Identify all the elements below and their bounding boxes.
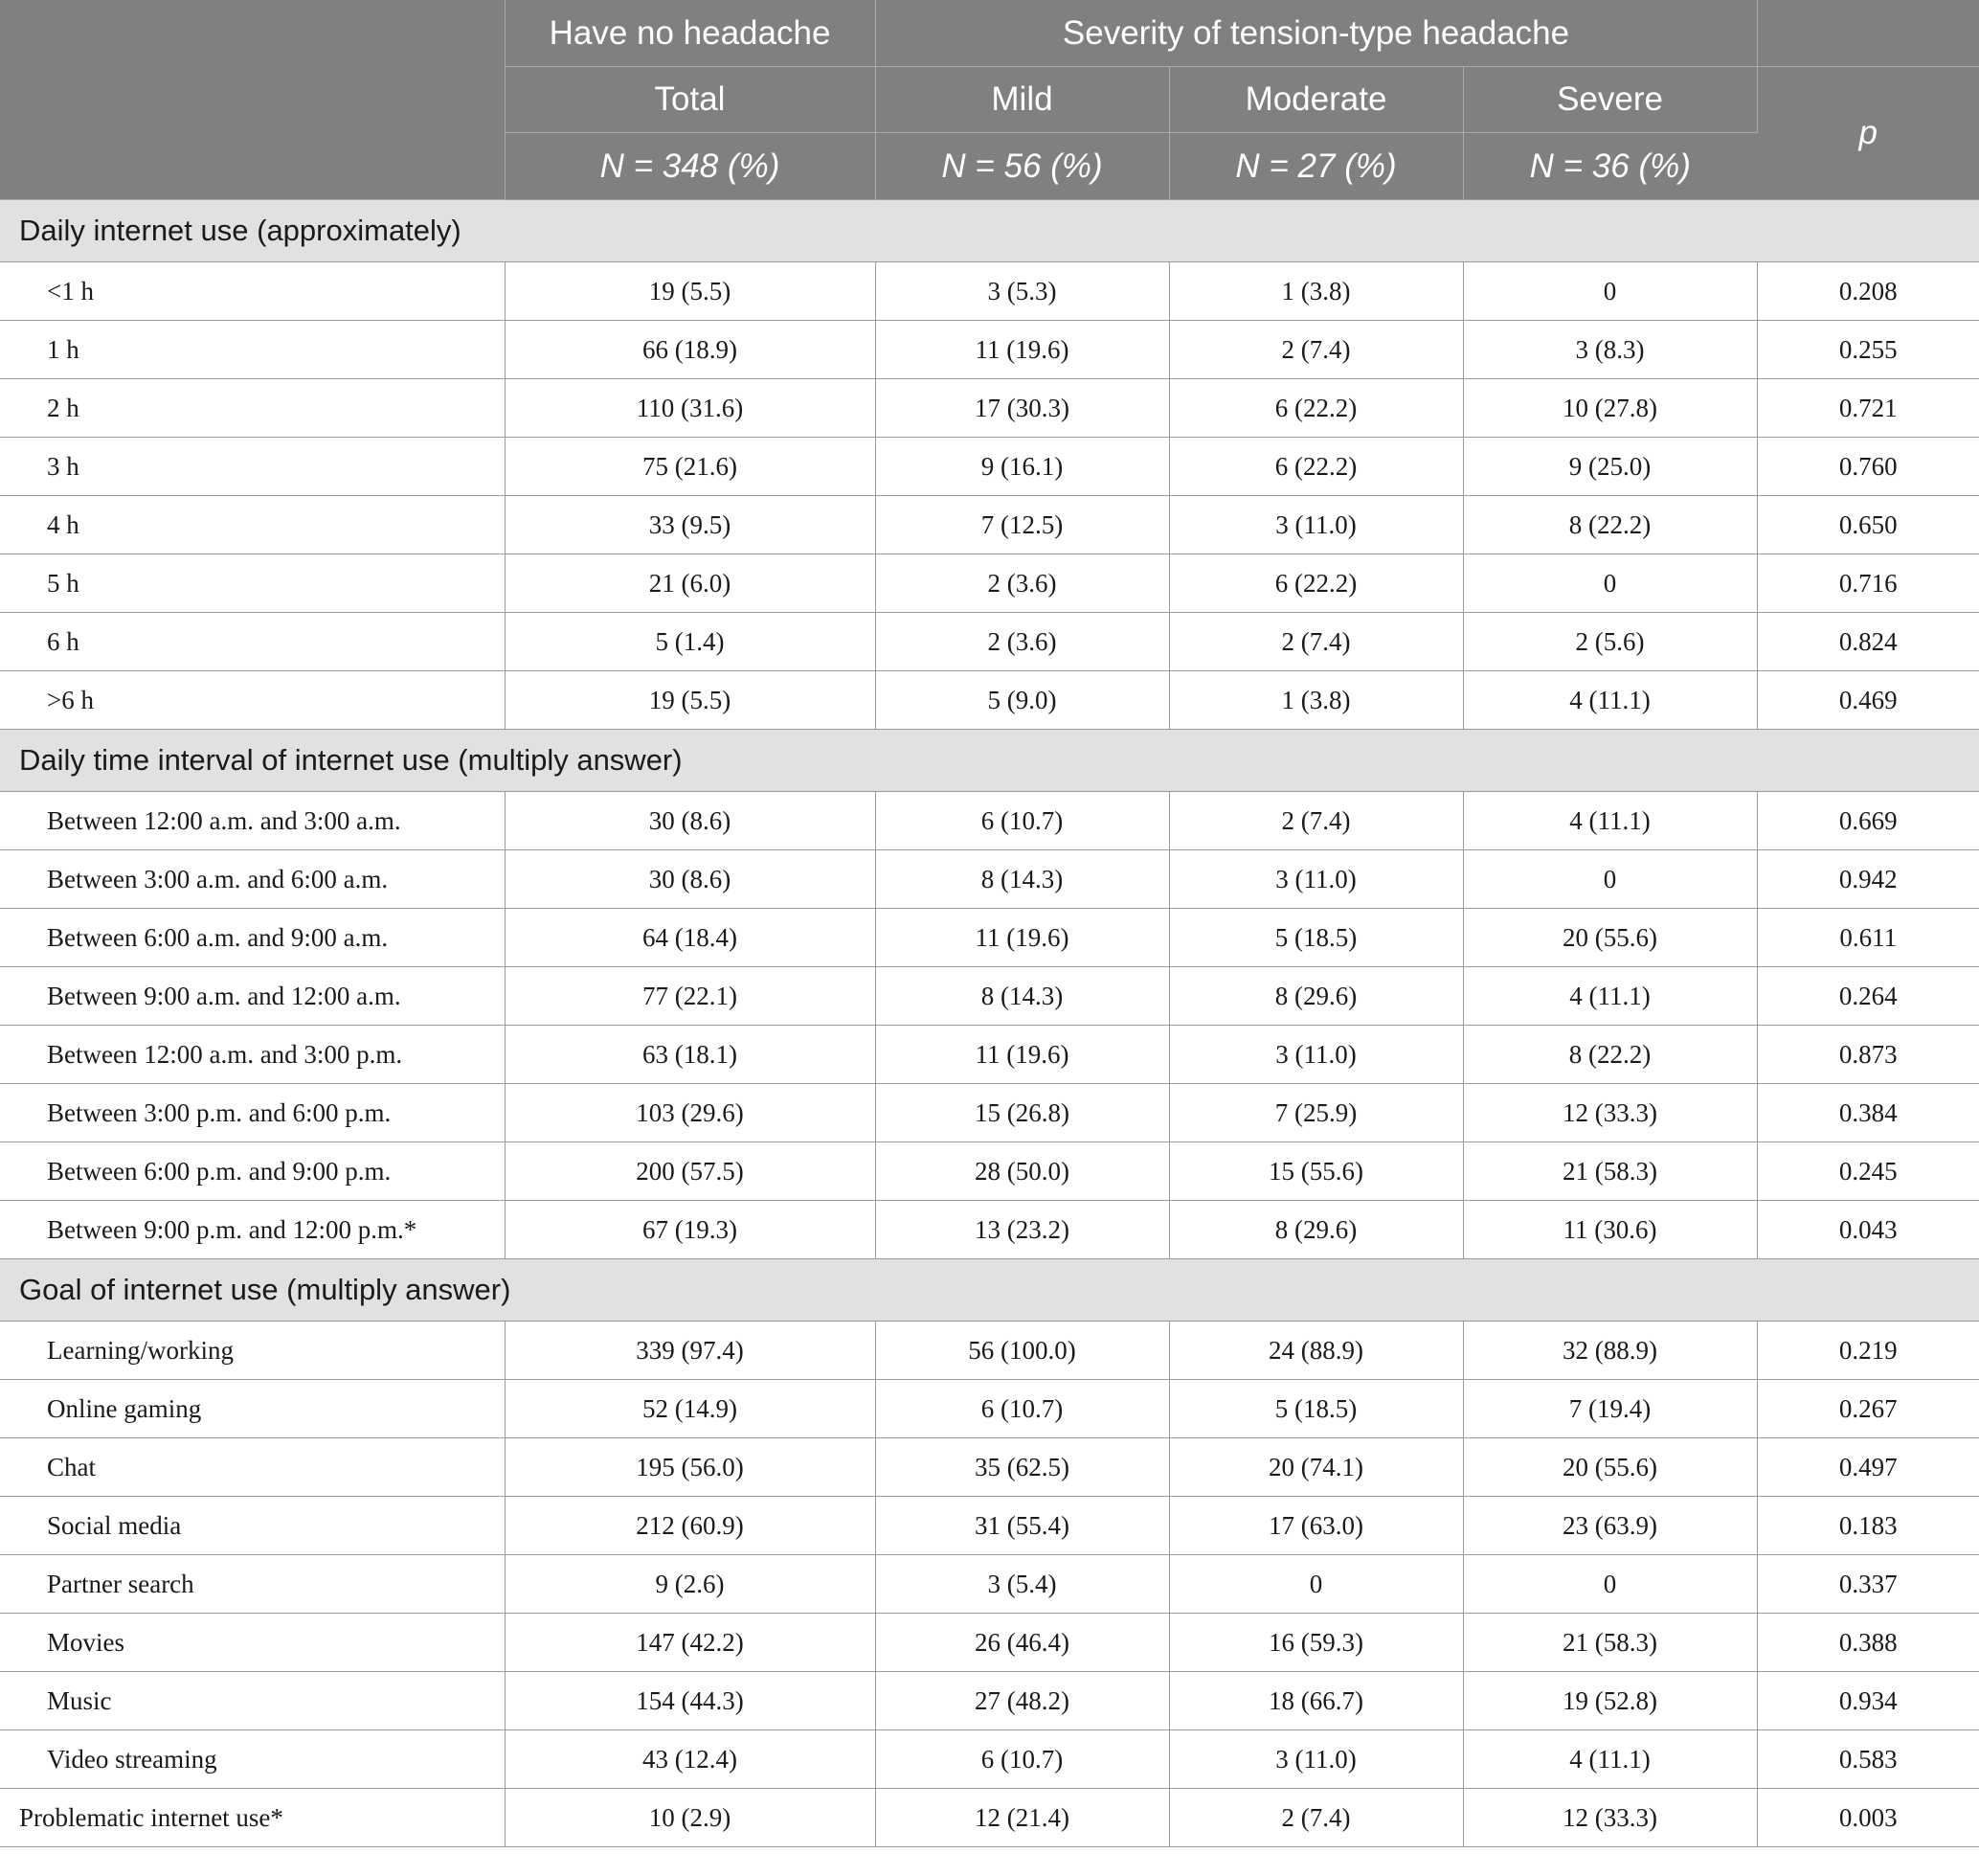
cell-total: 110 (31.6) xyxy=(505,379,875,438)
cell-label: Problematic internet use* xyxy=(0,1789,505,1847)
cell-total: 21 (6.0) xyxy=(505,554,875,613)
cell-mild: 11 (19.6) xyxy=(875,1026,1169,1084)
table-row xyxy=(0,1380,1979,1438)
cell-label: Between 9:00 p.m. and 12:00 p.m.* xyxy=(0,1201,505,1259)
cell-mild: 6 (10.7) xyxy=(875,1730,1169,1789)
cell-moderate: 18 (66.7) xyxy=(1169,1672,1463,1730)
table-row xyxy=(0,1026,1979,1084)
cell-severe: 7 (19.4) xyxy=(1463,1380,1757,1438)
cell-moderate: 17 (63.0) xyxy=(1169,1497,1463,1555)
cell-p: 0.942 xyxy=(1757,850,1979,909)
table-body xyxy=(0,200,1979,1847)
cell-label: Partner search xyxy=(0,1555,505,1614)
cell-p: 0.824 xyxy=(1757,613,1979,671)
cell-label: 6 h xyxy=(0,613,505,671)
cell-mild: 26 (46.4) xyxy=(875,1614,1169,1672)
cell-moderate: 2 (7.4) xyxy=(1169,321,1463,379)
cell-p: 0.669 xyxy=(1757,792,1979,850)
cell-mild: 2 (3.6) xyxy=(875,554,1169,613)
cell-label: >6 h xyxy=(0,671,505,730)
cell-p: 0.043 xyxy=(1757,1201,1979,1259)
cell-label: 5 h xyxy=(0,554,505,613)
cell-moderate: 8 (29.6) xyxy=(1169,1201,1463,1259)
cell-total: 66 (18.9) xyxy=(505,321,875,379)
cell-total: 33 (9.5) xyxy=(505,496,875,554)
table-row xyxy=(0,1555,1979,1614)
cell-moderate: 24 (88.9) xyxy=(1169,1322,1463,1380)
cell-p: 0.873 xyxy=(1757,1026,1979,1084)
cell-total: 30 (8.6) xyxy=(505,850,875,909)
cell-label: Chat xyxy=(0,1438,505,1497)
table-row xyxy=(0,1730,1979,1789)
header-tth-severity: Severity of tension-type headache xyxy=(875,0,1757,67)
cell-total: 64 (18.4) xyxy=(505,909,875,967)
cell-severe: 19 (52.8) xyxy=(1463,1672,1757,1730)
cell-total: 154 (44.3) xyxy=(505,1672,875,1730)
cell-moderate: 3 (11.0) xyxy=(1169,496,1463,554)
table-row xyxy=(0,1201,1979,1259)
cell-severe: 4 (11.1) xyxy=(1463,671,1757,730)
cell-mild: 7 (12.5) xyxy=(875,496,1169,554)
table-row xyxy=(0,1084,1979,1142)
cell-total: 10 (2.9) xyxy=(505,1789,875,1847)
cell-moderate: 3 (11.0) xyxy=(1169,850,1463,909)
header-mild: Mild xyxy=(875,67,1169,133)
table-row xyxy=(0,613,1979,671)
cell-label: Social media xyxy=(0,1497,505,1555)
cell-total: 19 (5.5) xyxy=(505,671,875,730)
cell-total: 147 (42.2) xyxy=(505,1614,875,1672)
cell-moderate: 3 (11.0) xyxy=(1169,1730,1463,1789)
section-header-row xyxy=(0,1259,1979,1322)
cell-total: 212 (60.9) xyxy=(505,1497,875,1555)
cell-label: Between 9:00 a.m. and 12:00 a.m. xyxy=(0,967,505,1026)
cell-severe: 11 (30.6) xyxy=(1463,1201,1757,1259)
cell-severe: 12 (33.3) xyxy=(1463,1084,1757,1142)
cell-p: 0.245 xyxy=(1757,1142,1979,1201)
header-total: Total xyxy=(505,67,875,133)
cell-p: 0.003 xyxy=(1757,1789,1979,1847)
cell-p: 0.219 xyxy=(1757,1322,1979,1380)
table-row xyxy=(0,1142,1979,1201)
header-p: p xyxy=(1757,67,1979,200)
header-n-severe: N = 36 (%) xyxy=(1463,133,1757,200)
cell-label: Movies xyxy=(0,1614,505,1672)
cell-total: 75 (21.6) xyxy=(505,438,875,496)
cell-label: Online gaming xyxy=(0,1380,505,1438)
table-row xyxy=(0,1614,1979,1672)
cell-p: 0.650 xyxy=(1757,496,1979,554)
cell-label: Between 6:00 a.m. and 9:00 a.m. xyxy=(0,909,505,967)
cell-severe: 20 (55.6) xyxy=(1463,1438,1757,1497)
cell-total: 30 (8.6) xyxy=(505,792,875,850)
cell-moderate: 20 (74.1) xyxy=(1169,1438,1463,1497)
cell-severe: 0 xyxy=(1463,1555,1757,1614)
cell-total: 5 (1.4) xyxy=(505,613,875,671)
cell-severe: 9 (25.0) xyxy=(1463,438,1757,496)
cell-p: 0.716 xyxy=(1757,554,1979,613)
cell-label: Learning/working xyxy=(0,1322,505,1380)
cell-mild: 6 (10.7) xyxy=(875,1380,1169,1438)
cell-total: 103 (29.6) xyxy=(505,1084,875,1142)
cell-total: 195 (56.0) xyxy=(505,1438,875,1497)
cell-mild: 2 (3.6) xyxy=(875,613,1169,671)
table-row xyxy=(0,671,1979,730)
cell-severe: 23 (63.9) xyxy=(1463,1497,1757,1555)
cell-moderate: 16 (59.3) xyxy=(1169,1614,1463,1672)
cell-label: Between 12:00 a.m. and 3:00 a.m. xyxy=(0,792,505,850)
table-row xyxy=(0,438,1979,496)
cell-moderate: 1 (3.8) xyxy=(1169,671,1463,730)
cell-total: 67 (19.3) xyxy=(505,1201,875,1259)
cell-total: 19 (5.5) xyxy=(505,262,875,321)
cell-mild: 35 (62.5) xyxy=(875,1438,1169,1497)
table-row xyxy=(0,262,1979,321)
cell-severe: 20 (55.6) xyxy=(1463,909,1757,967)
table-row xyxy=(0,850,1979,909)
table-row xyxy=(0,321,1979,379)
cell-p: 0.934 xyxy=(1757,1672,1979,1730)
header-n-total: N = 348 (%) xyxy=(505,133,875,200)
cell-label: 2 h xyxy=(0,379,505,438)
cell-mild: 56 (100.0) xyxy=(875,1322,1169,1380)
cell-mild: 11 (19.6) xyxy=(875,321,1169,379)
cell-mild: 3 (5.4) xyxy=(875,1555,1169,1614)
cell-label: Between 3:00 p.m. and 6:00 p.m. xyxy=(0,1084,505,1142)
section-header-row xyxy=(0,200,1979,262)
cell-label: Video streaming xyxy=(0,1730,505,1789)
cell-label: Between 6:00 p.m. and 9:00 p.m. xyxy=(0,1142,505,1201)
cell-severe: 0 xyxy=(1463,262,1757,321)
cell-label: 4 h xyxy=(0,496,505,554)
table-header xyxy=(0,0,1979,200)
cell-moderate: 0 xyxy=(1169,1555,1463,1614)
cell-p: 0.183 xyxy=(1757,1497,1979,1555)
section-title: Goal of internet use (multiply answer) xyxy=(0,1259,1979,1322)
table-row xyxy=(0,1322,1979,1380)
cell-moderate: 3 (11.0) xyxy=(1169,1026,1463,1084)
cell-p: 0.255 xyxy=(1757,321,1979,379)
header-blank-cell xyxy=(0,0,505,200)
cell-p: 0.721 xyxy=(1757,379,1979,438)
header-no-headache: Have no headache xyxy=(505,0,875,67)
table-row xyxy=(0,1789,1979,1847)
cell-p: 0.611 xyxy=(1757,909,1979,967)
table-row xyxy=(0,1497,1979,1555)
cell-label: Music xyxy=(0,1672,505,1730)
cell-p: 0.760 xyxy=(1757,438,1979,496)
cell-total: 77 (22.1) xyxy=(505,967,875,1026)
cell-moderate: 5 (18.5) xyxy=(1169,909,1463,967)
cell-p: 0.384 xyxy=(1757,1084,1979,1142)
cell-p: 0.388 xyxy=(1757,1614,1979,1672)
cell-severe: 4 (11.1) xyxy=(1463,967,1757,1026)
cell-moderate: 6 (22.2) xyxy=(1169,554,1463,613)
table-row xyxy=(0,554,1979,613)
table-row xyxy=(0,496,1979,554)
cell-severe: 10 (27.8) xyxy=(1463,379,1757,438)
cell-mild: 28 (50.0) xyxy=(875,1142,1169,1201)
cell-mild: 8 (14.3) xyxy=(875,850,1169,909)
section-title: Daily time interval of internet use (multiply answer) xyxy=(0,730,1979,792)
cell-mild: 31 (55.4) xyxy=(875,1497,1169,1555)
table-row xyxy=(0,1438,1979,1497)
cell-p: 0.469 xyxy=(1757,671,1979,730)
cell-severe: 4 (11.1) xyxy=(1463,792,1757,850)
cell-moderate: 15 (55.6) xyxy=(1169,1142,1463,1201)
cell-moderate: 2 (7.4) xyxy=(1169,613,1463,671)
table-row xyxy=(0,792,1979,850)
cell-moderate: 6 (22.2) xyxy=(1169,438,1463,496)
cell-label: <1 h xyxy=(0,262,505,321)
header-moderate: Moderate xyxy=(1169,67,1463,133)
cell-severe: 0 xyxy=(1463,850,1757,909)
header-n-mild: N = 56 (%) xyxy=(875,133,1169,200)
cell-total: 200 (57.5) xyxy=(505,1142,875,1201)
cell-moderate: 2 (7.4) xyxy=(1169,792,1463,850)
cell-mild: 11 (19.6) xyxy=(875,909,1169,967)
cell-severe: 3 (8.3) xyxy=(1463,321,1757,379)
section-title: Daily internet use (approximately) xyxy=(0,200,1979,262)
cell-label: 1 h xyxy=(0,321,505,379)
cell-p: 0.583 xyxy=(1757,1730,1979,1789)
cell-moderate: 5 (18.5) xyxy=(1169,1380,1463,1438)
cell-severe: 0 xyxy=(1463,554,1757,613)
cell-mild: 17 (30.3) xyxy=(875,379,1169,438)
cell-label: Between 3:00 a.m. and 6:00 a.m. xyxy=(0,850,505,909)
section-header-row xyxy=(0,730,1979,792)
table-row xyxy=(0,909,1979,967)
cell-p: 0.337 xyxy=(1757,1555,1979,1614)
table-row xyxy=(0,1672,1979,1730)
cell-severe: 21 (58.3) xyxy=(1463,1614,1757,1672)
cell-label: 3 h xyxy=(0,438,505,496)
cell-severe: 32 (88.9) xyxy=(1463,1322,1757,1380)
table-row xyxy=(0,967,1979,1026)
cell-label: Between 12:00 a.m. and 3:00 p.m. xyxy=(0,1026,505,1084)
cell-total: 339 (97.4) xyxy=(505,1322,875,1380)
cell-moderate: 8 (29.6) xyxy=(1169,967,1463,1026)
cell-mild: 13 (23.2) xyxy=(875,1201,1169,1259)
cell-severe: 4 (11.1) xyxy=(1463,1730,1757,1789)
cell-p: 0.264 xyxy=(1757,967,1979,1026)
cell-mild: 8 (14.3) xyxy=(875,967,1169,1026)
cell-severe: 12 (33.3) xyxy=(1463,1789,1757,1847)
cell-moderate: 1 (3.8) xyxy=(1169,262,1463,321)
cell-mild: 3 (5.3) xyxy=(875,262,1169,321)
header-p-top xyxy=(1757,0,1979,67)
cell-mild: 9 (16.1) xyxy=(875,438,1169,496)
cell-severe: 2 (5.6) xyxy=(1463,613,1757,671)
header-n-moderate: N = 27 (%) xyxy=(1169,133,1463,200)
cell-p: 0.267 xyxy=(1757,1380,1979,1438)
cell-mild: 27 (48.2) xyxy=(875,1672,1169,1730)
cell-mild: 5 (9.0) xyxy=(875,671,1169,730)
header-severe: Severe xyxy=(1463,67,1757,133)
cell-mild: 15 (26.8) xyxy=(875,1084,1169,1142)
table-row xyxy=(0,379,1979,438)
cell-total: 63 (18.1) xyxy=(505,1026,875,1084)
cell-p: 0.497 xyxy=(1757,1438,1979,1497)
cell-mild: 12 (21.4) xyxy=(875,1789,1169,1847)
cell-moderate: 7 (25.9) xyxy=(1169,1084,1463,1142)
cell-total: 52 (14.9) xyxy=(505,1380,875,1438)
cell-mild: 6 (10.7) xyxy=(875,792,1169,850)
cell-moderate: 6 (22.2) xyxy=(1169,379,1463,438)
cell-total: 9 (2.6) xyxy=(505,1555,875,1614)
cell-severe: 21 (58.3) xyxy=(1463,1142,1757,1201)
cell-severe: 8 (22.2) xyxy=(1463,496,1757,554)
cell-severe: 8 (22.2) xyxy=(1463,1026,1757,1084)
cell-p: 0.208 xyxy=(1757,262,1979,321)
cell-moderate: 2 (7.4) xyxy=(1169,1789,1463,1847)
cell-total: 43 (12.4) xyxy=(505,1730,875,1789)
